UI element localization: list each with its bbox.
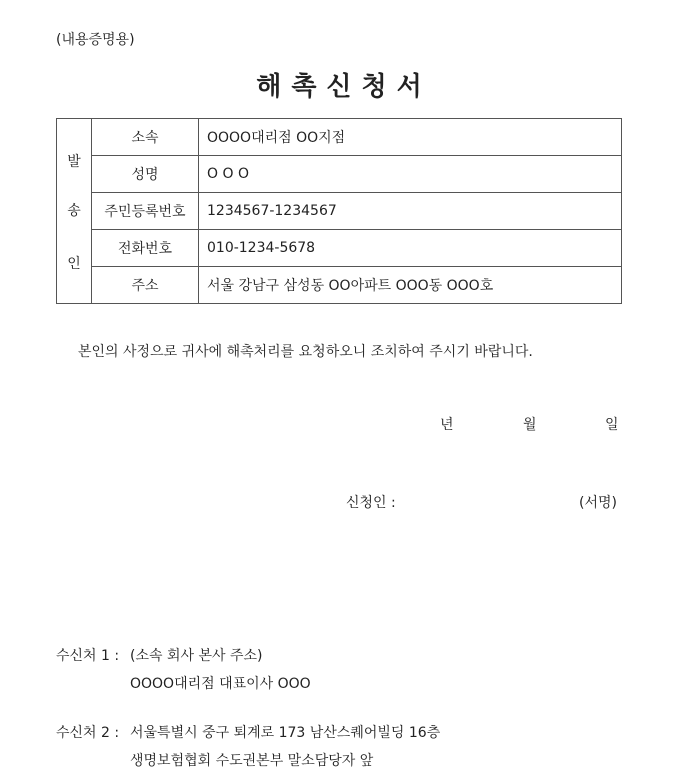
row-label: 성명: [92, 156, 199, 193]
recipient-2-name: 생명보험협회 수도권본부 말소담당자 앞: [130, 753, 374, 769]
signature-label: (서명): [579, 495, 617, 511]
recipient-1-prefix: 수신처 1 :: [56, 648, 120, 664]
applicant-label: 신청인 :: [346, 495, 396, 511]
document-label: (내용증명용): [56, 32, 135, 48]
row-value: OOOO대리점 OO지점: [199, 119, 622, 156]
recipient-1-name: OOOO대리점 대표이사 OOO: [130, 676, 311, 692]
recipient-1-address: (소속 회사 본사 주소): [130, 648, 263, 664]
table-row-phone: [57, 230, 622, 267]
row-value: 서울 강남구 삼성동 OO아파트 OOO동 OOO호: [199, 267, 622, 304]
row-label: 주민등록번호: [92, 193, 199, 230]
row-label: 전화번호: [92, 230, 199, 267]
sender-info-table: [56, 118, 622, 304]
recipient-2-prefix: 수신처 2 :: [56, 725, 120, 741]
table-row-name: [57, 156, 622, 193]
row-value: 010-1234-5678: [199, 230, 622, 267]
date-day-label: 일: [605, 417, 619, 433]
row-value: O O O: [199, 156, 622, 193]
document-title: 해촉신청서: [256, 72, 432, 102]
sender-side-char: 발: [67, 154, 81, 170]
request-statement: 본인의 사정으로 귀사에 해촉처리를 요청하오니 조치하여 주시기 바랍니다.: [78, 344, 533, 360]
table-row-address: [57, 267, 622, 304]
row-value: 1234567-1234567: [199, 193, 622, 230]
recipient-2-address: 서울특별시 중구 퇴계로 173 남산스퀘어빌딩 16층: [130, 725, 441, 741]
row-label: 주소: [92, 267, 199, 304]
date-year-label: 년: [440, 417, 454, 433]
sender-side-char: 송: [67, 203, 81, 219]
date-month-label: 월: [523, 417, 537, 433]
sender-side-char: 인: [67, 256, 81, 272]
sender-side-header: [57, 119, 92, 304]
table-row-affiliation: [57, 119, 622, 156]
row-label: 소속: [92, 119, 199, 156]
table-row-resident-number: [57, 193, 622, 230]
